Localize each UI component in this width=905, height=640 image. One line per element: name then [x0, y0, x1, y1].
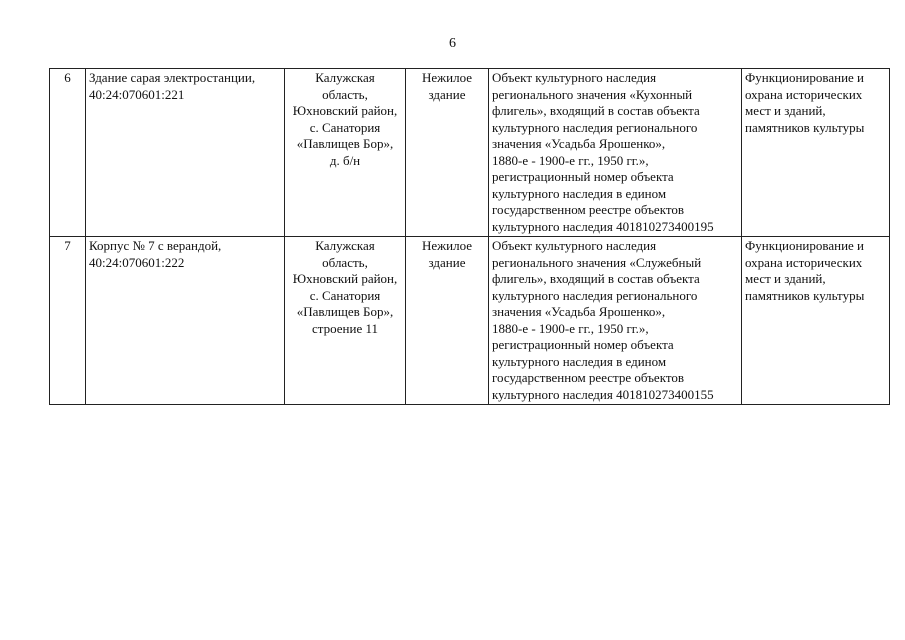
description-line: культурного наследия регионального: [492, 287, 698, 303]
purpose-cell: [742, 237, 890, 405]
purpose-line: памятников культуры: [745, 287, 865, 303]
object-type-line: здание: [428, 254, 466, 270]
description-line: 1880-е - 1900-е гг., 1950 гг.»,: [492, 152, 649, 168]
description-line: значения «Усадьба Ярошенко»,: [492, 136, 666, 151]
description-line: регистрационный номер объекта: [492, 169, 674, 184]
address-line: «Павлищев Бор»,: [296, 136, 394, 151]
description-line: культурного наследия регионального: [492, 119, 698, 135]
description-cell: [489, 237, 742, 405]
description-line: регистрационный номер объекта: [492, 337, 674, 352]
address-line: с. Санатория: [309, 287, 381, 303]
purpose-cell: [742, 69, 890, 237]
object-name-line: 40:24:070601:222: [89, 254, 185, 270]
object-type-line: Нежилое: [421, 70, 472, 85]
address-line: область,: [322, 86, 368, 102]
description-line: 1880-е - 1900-е гг., 1950 гг.»,: [492, 320, 649, 336]
address-line: Калужская: [315, 70, 375, 85]
objects-table: [49, 68, 890, 405]
page-number: 6: [449, 36, 456, 51]
object-name-line: Здание сарая электростанции,: [89, 70, 256, 85]
object-type-line: здание: [428, 86, 466, 102]
description-line: регионального значения «Служебный: [492, 254, 702, 270]
purpose-line: мест и зданий,: [745, 271, 826, 286]
address-cell: [285, 237, 406, 405]
row-number-cell: 6: [50, 69, 86, 237]
object-name-line: 40:24:070601:221: [89, 86, 185, 102]
address-line: строение 11: [312, 320, 378, 336]
description-line: культурного наследия в едином: [492, 353, 667, 369]
object-type-cell: [406, 69, 489, 237]
address-line: с. Санатория: [309, 119, 381, 135]
description-line: культурного наследия 401810273400155: [492, 386, 714, 402]
purpose-line: памятников культуры: [745, 119, 865, 135]
object-name-cell: [86, 69, 285, 237]
row-number-cell: 7: [50, 237, 86, 405]
description-cell: [489, 69, 742, 237]
address-cell: [285, 69, 406, 237]
table-row: [50, 69, 890, 237]
table-row: [50, 237, 890, 405]
description-line: значения «Усадьба Ярошенко»,: [492, 304, 666, 319]
purpose-line: охрана исторических: [745, 254, 863, 270]
description-line: флигель», входящий в состав объекта: [492, 103, 700, 118]
purpose-line: Функционирование и: [745, 238, 864, 253]
address-line: Калужская: [315, 238, 375, 253]
object-name-cell: [86, 237, 285, 405]
address-line: д. б/н: [329, 152, 361, 168]
description-line: регионального значения «Кухонный: [492, 86, 693, 102]
description-line: флигель», входящий в состав объекта: [492, 271, 700, 286]
address-line: Юхновский район,: [292, 271, 398, 286]
object-name-line: Корпус № 7 с верандой,: [89, 238, 222, 253]
purpose-line: мест и зданий,: [745, 103, 826, 118]
description-line: культурного наследия в едином: [492, 185, 667, 201]
description-line: Объект культурного наследия: [492, 238, 657, 253]
address-line: Юхновский район,: [292, 103, 398, 118]
object-type-cell: [406, 237, 489, 405]
purpose-line: охрана исторических: [745, 86, 863, 102]
purpose-line: Функционирование и: [745, 70, 864, 85]
description-line: государственном реестре объектов: [492, 370, 684, 385]
description-line: Объект культурного наследия: [492, 70, 657, 85]
object-type-line: Нежилое: [421, 238, 472, 253]
description-line: государственном реестре объектов: [492, 202, 684, 217]
address-line: «Павлищев Бор»,: [296, 304, 394, 319]
address-line: область,: [322, 254, 368, 270]
description-line: культурного наследия 401810273400195: [492, 218, 714, 234]
